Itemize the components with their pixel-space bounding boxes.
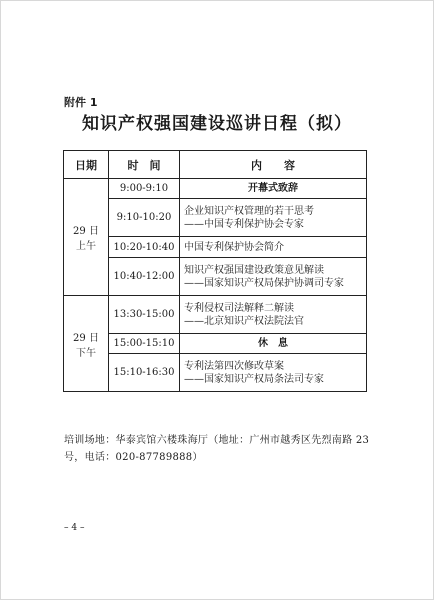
schedule-body (64, 179, 367, 392)
table-row (64, 237, 367, 258)
header-time: 时 间 (109, 151, 180, 179)
content-speaker: ——国家知识产权局保护协调司专家 (184, 277, 344, 289)
content-cell (180, 334, 367, 354)
table-header-row (64, 151, 367, 179)
content-topic: 中国专利保护协会简介 (184, 241, 284, 253)
venue-note: 培训场地：华泰宾馆六楼珠海厅（地址：广州市越秀区先烈南路 23 号，电话：020-87789888） (64, 435, 370, 463)
table-row (64, 334, 367, 354)
time-cell: 10:40-12:00 (109, 258, 180, 296)
header-date: 日期 (64, 151, 109, 179)
content-cell (180, 258, 367, 296)
time-cell: 10:20-10:40 (109, 237, 180, 258)
content-cell (180, 354, 367, 392)
time-cell: 13:30-15:00 (109, 296, 180, 334)
content-topic: 企业知识产权管理的若干思考 (184, 205, 314, 217)
content-speaker: ——北京知识产权法院法官 (184, 315, 304, 327)
content-cell (180, 296, 367, 334)
time-cell: 15:00-15:10 (109, 334, 180, 354)
content-cell (180, 237, 367, 258)
table-row (64, 179, 367, 199)
content-topic: 开幕式致辞 (248, 183, 298, 194)
content-cell (180, 199, 367, 237)
date-cell: 29 日 上午 (64, 179, 109, 296)
content-cell (180, 179, 367, 199)
table-row (64, 354, 367, 392)
time-cell: 15:10-16:30 (109, 354, 180, 392)
table-row (64, 296, 367, 334)
content-speaker: ——中国专利保护协会专家 (184, 218, 304, 230)
table-row (64, 258, 367, 296)
page-title: 知识产权强国建设巡讲日程（拟） (82, 114, 352, 134)
content-topic: 知识产权强国建设政策意见解读 (184, 264, 324, 276)
schedule-table (63, 150, 367, 392)
time-cell: 9:10-10:20 (109, 199, 180, 237)
attachment-label: 附件 1 (64, 96, 98, 109)
content-speaker: ——国家知识产权局条法司专家 (184, 373, 324, 385)
content-topic: 专利侵权司法解释二解读 (184, 302, 294, 314)
content-topic: 休 息 (258, 338, 288, 349)
table-row (64, 199, 367, 237)
time-cell: 9:00-9:10 (109, 179, 180, 199)
date-cell: 29 日 下午 (64, 296, 109, 392)
header-content: 内 容 (180, 151, 367, 179)
page-number: – 4 – (64, 523, 85, 533)
content-topic: 专利法第四次修改草案 (184, 360, 284, 372)
